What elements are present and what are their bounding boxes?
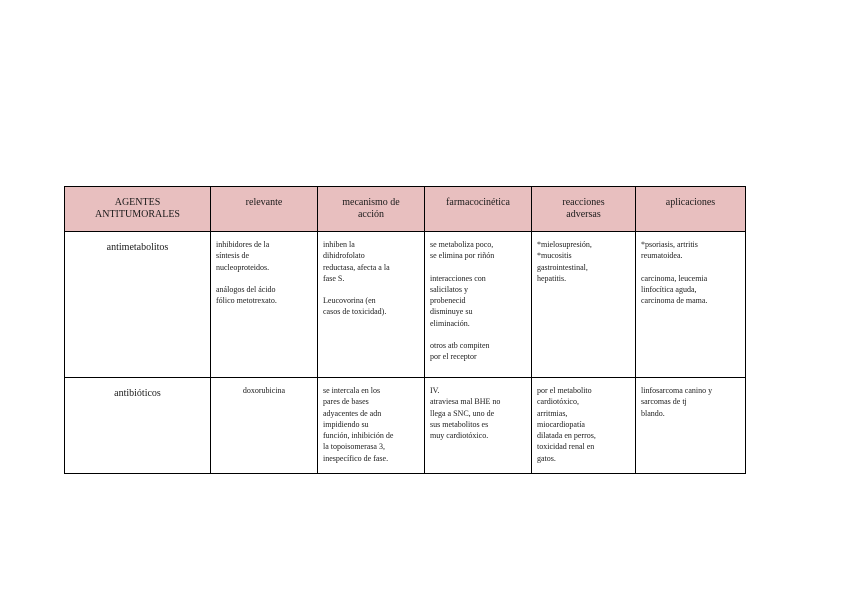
table-row	[65, 378, 746, 474]
cell-text: se intercala en los pares de bases adyacentes de adn impidiendo su función, inhibición de la topoisomerasa 3, inespecífico de fase.	[323, 386, 394, 463]
cell-mecanismo	[318, 232, 425, 378]
antitumor-agents-table	[64, 186, 746, 474]
row-label-antimetabolitos: antimetabolitos	[65, 232, 211, 378]
cell-reacciones	[532, 232, 636, 378]
cell-text: linfosarcoma canino y sarcomas de tj blando.	[641, 386, 713, 418]
header-agentes: AGENTES ANTITUMORALES	[65, 187, 211, 232]
cell-text: carcinoma, leucemia linfocítica aguda, carcinoma de mama.	[641, 273, 708, 306]
cell-reacciones	[532, 378, 636, 474]
header-mecanismo: mecanismo de acción	[318, 187, 425, 232]
cell-text: Leucovorina (en casos de toxicidad).	[323, 296, 387, 317]
row-label-antibioticos: antibióticos	[65, 378, 211, 474]
cell-text: doxorubicina	[242, 386, 286, 395]
cell-text: *psoriasis, artritis reumatoidea.	[641, 240, 698, 261]
cell-text: *mielosupresión, *mucositis gastrointestinal, hepatitis.	[537, 240, 592, 283]
cell-text: análogos del ácido fólico metotrexato.	[216, 284, 277, 306]
cell-aplicaciones	[636, 378, 746, 474]
cell-text: se metaboliza poco, se elimina por riñón	[430, 240, 495, 261]
cell-text: otros atb compiten por el receptor	[430, 341, 490, 362]
cell-text: IV. atraviesa mal BHE no llega a SNC, uno de sus metabolitos es muy cardiotóxico.	[430, 386, 501, 441]
cell-aplicaciones	[636, 232, 746, 378]
table-row	[65, 232, 746, 378]
header-farmacocinetica: farmacocinética	[425, 187, 532, 232]
cell-text: por el metabolito cardiotóxico, arritmias, miocardiopatía dilatada en perros, toxicidad renal en gatos.	[537, 386, 596, 463]
header-aplicaciones: aplicaciones	[636, 187, 746, 232]
cell-farmacocinetica	[425, 232, 532, 378]
cell-farmacocinetica	[425, 378, 532, 474]
cell-text: interacciones con salicilatos y probenecid disminuye su eliminación.	[430, 273, 486, 328]
header-reacciones: reacciones adversas	[532, 187, 636, 232]
table-header-row	[65, 187, 746, 232]
cell-relevante	[211, 378, 318, 474]
cell-text: inhibidores de la síntesis de nucleoproteidos.	[216, 240, 270, 272]
cell-relevante	[211, 232, 318, 378]
cell-mecanismo	[318, 378, 425, 474]
cell-text: inhiben la dihidrofolato reductasa, afecta a la fase S.	[323, 240, 390, 283]
header-relevante: relevante	[211, 187, 318, 232]
